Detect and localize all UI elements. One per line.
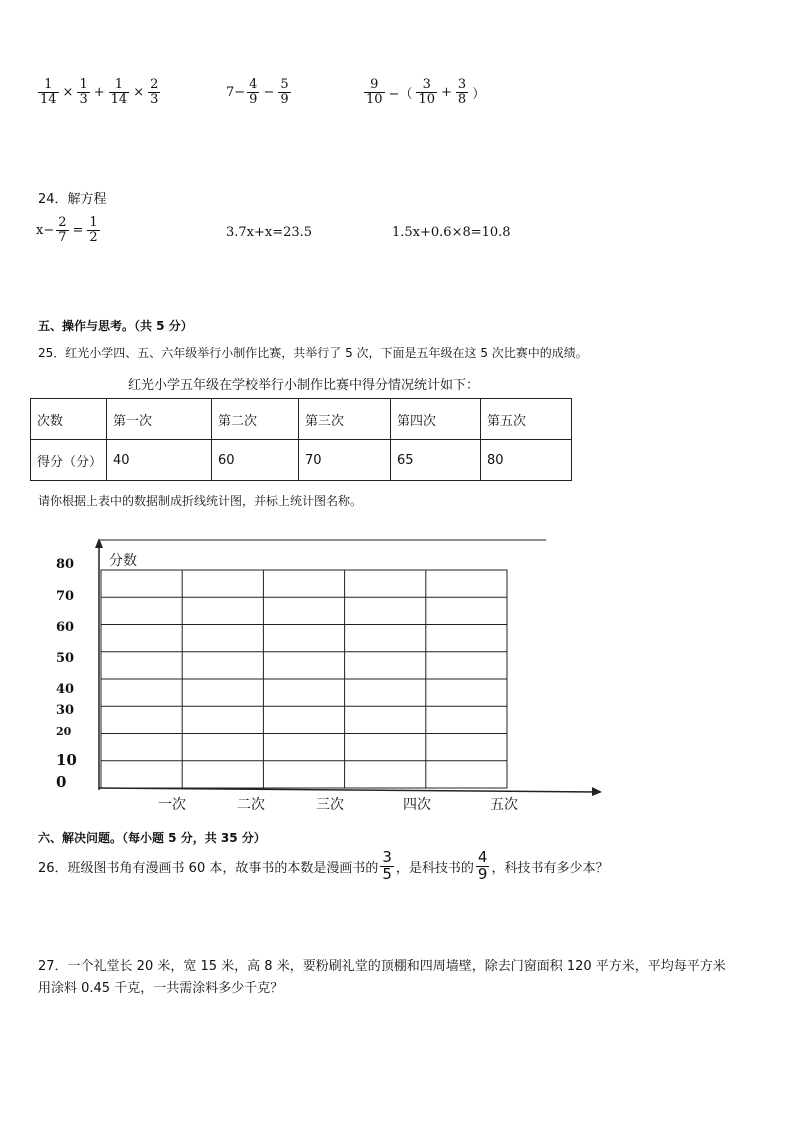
x-axis-arrow <box>592 787 602 796</box>
x-axis <box>99 788 598 792</box>
table-cell: 第三次 <box>299 399 391 440</box>
equation-3: 1.5x+0.6×8=10.8 <box>392 225 511 240</box>
table-cell: 得分（分） <box>31 440 107 481</box>
table-caption: 红光小学五年级在学校举行小制作比赛中得分情况统计如下： <box>128 378 480 393</box>
x-tick-label: 二次 <box>237 797 265 813</box>
y-tick-label: 80 <box>56 557 75 572</box>
y-tick-label: 50 <box>56 651 75 666</box>
score-table <box>30 398 572 481</box>
q26-text: 26．班级图书角有漫画书 60 本，故事书的本数是漫画书的 $\frac{3}{5}$ ，是科技书的 $\frac{4}{9}$ ，科技书有多少本？ <box>38 848 609 883</box>
y-tick-label: 20 <box>56 725 72 738</box>
x-tick-label: 一次 <box>158 797 186 813</box>
equation-1: x− $\frac{2}{7}$ = $\frac{1}{2}$ <box>36 215 98 245</box>
line-chart-grid <box>0 530 794 830</box>
table-cell: 次数 <box>31 399 107 440</box>
table-row <box>31 440 572 481</box>
x-tick-label: 三次 <box>316 797 344 813</box>
q27-line-2: 用涂料 0.45 千克，一共需涂料多少千克？ <box>38 981 284 996</box>
q25-text: 25．红光小学四、五、六年级举行小制作比赛，共举行了 5 次，下面是五年级在这 5 次比赛中的成绩。 <box>38 346 588 360</box>
q24-title: 24．解方程 <box>38 192 107 207</box>
q27-line-1: 27．一个礼堂长 20 米，宽 15 米，高 8 米，要粉刷礼堂的顶棚和四周墙壁，除去门窗面积 120 平方米，平均每平方米 <box>38 959 726 974</box>
table-cell: 第一次 <box>107 399 212 440</box>
table-cell: 第四次 <box>391 399 481 440</box>
table-cell: 80 <box>481 440 572 481</box>
y-axis-label: 分数 <box>109 553 137 569</box>
table-cell: 65 <box>391 440 481 481</box>
table-cell: 70 <box>299 440 391 481</box>
y-tick-label: 40 <box>56 682 75 697</box>
chart-instruction: 请你根据上表中的数据制成折线统计图，并标上统计图名称。 <box>38 494 363 508</box>
y-tick-label: 10 <box>56 751 77 769</box>
y-tick-label: 0 <box>56 773 67 791</box>
table-cell: 60 <box>212 440 299 481</box>
calc-expression-2: 7− $\frac{4}{9}$ − $\frac{5}{9}$ <box>226 77 289 107</box>
y-tick-label: 70 <box>56 589 75 604</box>
section6-heading: 六、解决问题。（每小题 5 分，共 35 分） <box>38 831 266 845</box>
x-tick-label: 四次 <box>403 797 431 813</box>
equation-2: 3.7x+x=23.5 <box>226 225 313 240</box>
y-tick-label: 60 <box>56 620 75 635</box>
x-tick-label: 五次 <box>490 797 518 813</box>
section5-heading: 五、操作与思考。（共 5 分） <box>38 319 193 333</box>
table-cell: 第二次 <box>212 399 299 440</box>
calc-expression-1: $\frac{1}{14}$ × $\frac{1}{3}$ + $\frac{1}{14}$ × $\frac{2}{3}$ <box>40 77 159 107</box>
table-cell: 40 <box>107 440 212 481</box>
table-header-row <box>31 399 572 440</box>
table-cell: 第五次 <box>481 399 572 440</box>
calc-expression-3: $\frac{9}{10}$ −（ $\frac{3}{10}$ + $\frac{3}{8}$ ） <box>366 77 486 107</box>
y-tick-label: 30 <box>56 703 75 718</box>
